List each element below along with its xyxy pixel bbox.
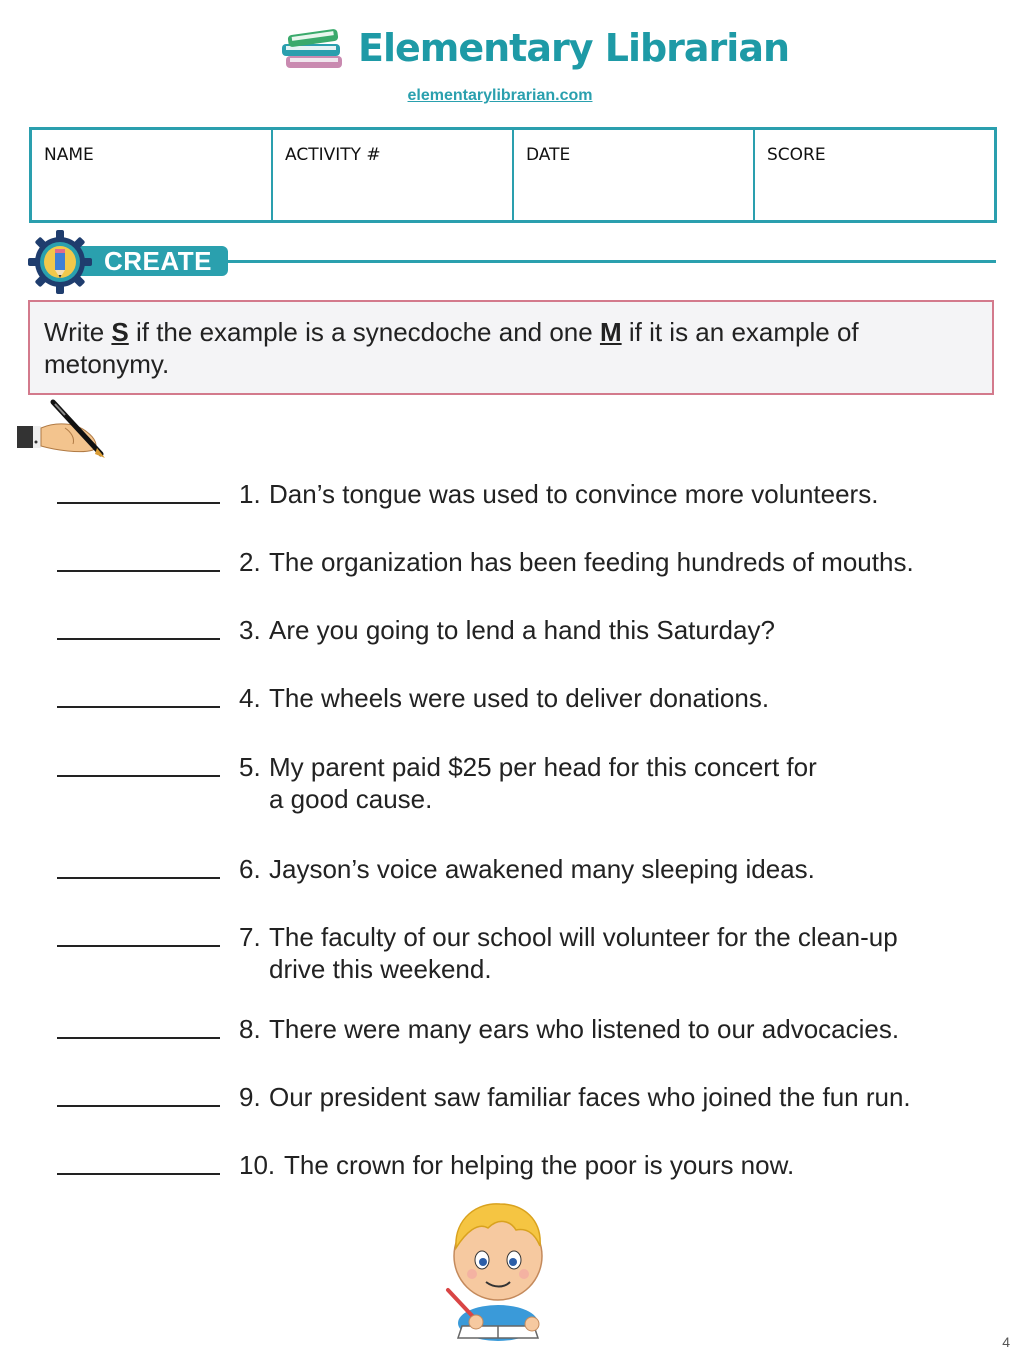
page-number: 4 <box>1002 1334 1010 1350</box>
name-field[interactable]: NAME <box>32 130 273 220</box>
answer-blank[interactable] <box>57 877 220 879</box>
item-number: 6. <box>239 854 261 884</box>
item-number: 8. <box>239 1014 261 1044</box>
gear-pencil-icon <box>28 230 92 294</box>
create-section-header <box>28 230 998 294</box>
answer-blank[interactable] <box>57 502 220 504</box>
answer-blank[interactable] <box>57 945 220 947</box>
item-text: My parent paid $25 per head for this concert for <box>269 752 817 782</box>
item-number: 4. <box>239 683 261 713</box>
item-text: The crown for helping the poor is yours now. <box>284 1150 795 1180</box>
answer-blank[interactable] <box>57 1037 220 1039</box>
item-text: Our president saw familiar faces who joined the fun run. <box>269 1082 911 1112</box>
instruction-box <box>28 300 994 395</box>
student-info-table <box>29 127 997 223</box>
item-text-continued: a good cause. <box>269 784 433 814</box>
site-url-link[interactable]: elementarylibrarian.com <box>407 87 593 104</box>
answer-blank[interactable] <box>57 638 220 640</box>
item-number: 10. <box>239 1150 276 1180</box>
activity-field[interactable]: ACTIVITY # <box>273 130 514 220</box>
instruction-m-key: M <box>599 317 622 347</box>
create-label: CREATE <box>104 246 212 276</box>
instruction-text-4: metonymy. <box>44 349 170 379</box>
instruction-s-key: S <box>111 317 129 347</box>
item-text: The wheels were used to deliver donations. <box>269 683 770 713</box>
instruction-text-3: if it is an example of <box>621 317 859 347</box>
item-text: The faculty of our school will volunteer for the clean-up <box>269 922 898 952</box>
item-number: 7. <box>239 922 261 952</box>
answer-blank[interactable] <box>57 570 220 572</box>
instruction-text-2: if the example is a synecdoche and one <box>128 317 600 347</box>
instruction-text-1: Write <box>44 317 112 347</box>
date-field[interactable]: DATE <box>514 130 755 220</box>
answer-blank[interactable] <box>57 1105 220 1107</box>
section-divider <box>208 260 996 263</box>
item-text-continued: drive this weekend. <box>269 954 492 984</box>
boy-writing-illustration <box>438 1198 560 1348</box>
item-text: There were many ears who listened to our advocacies. <box>269 1014 900 1044</box>
item-number: 9. <box>239 1082 261 1112</box>
answer-blank[interactable] <box>57 775 220 777</box>
item-number: 2. <box>239 547 261 577</box>
logo-text: Elementary Librarian <box>358 26 790 70</box>
item-text: The organization has been feeding hundreds of mouths. <box>269 547 914 577</box>
item-number: 5. <box>239 752 261 782</box>
item-text: Jayson’s voice awakened many sleeping ideas. <box>269 854 815 884</box>
answer-blank[interactable] <box>57 706 220 708</box>
item-text: Dan’s tongue was used to convince more volunteers. <box>269 479 879 509</box>
books-icon <box>280 22 350 78</box>
hand-writing-icon <box>15 398 110 460</box>
item-number: 1. <box>239 479 261 509</box>
item-text: Are you going to lend a hand this Saturday? <box>269 615 775 645</box>
score-field[interactable]: SCORE <box>767 145 826 165</box>
site-logo <box>280 22 790 82</box>
item-number: 3. <box>239 615 261 645</box>
answer-blank[interactable] <box>57 1173 220 1175</box>
